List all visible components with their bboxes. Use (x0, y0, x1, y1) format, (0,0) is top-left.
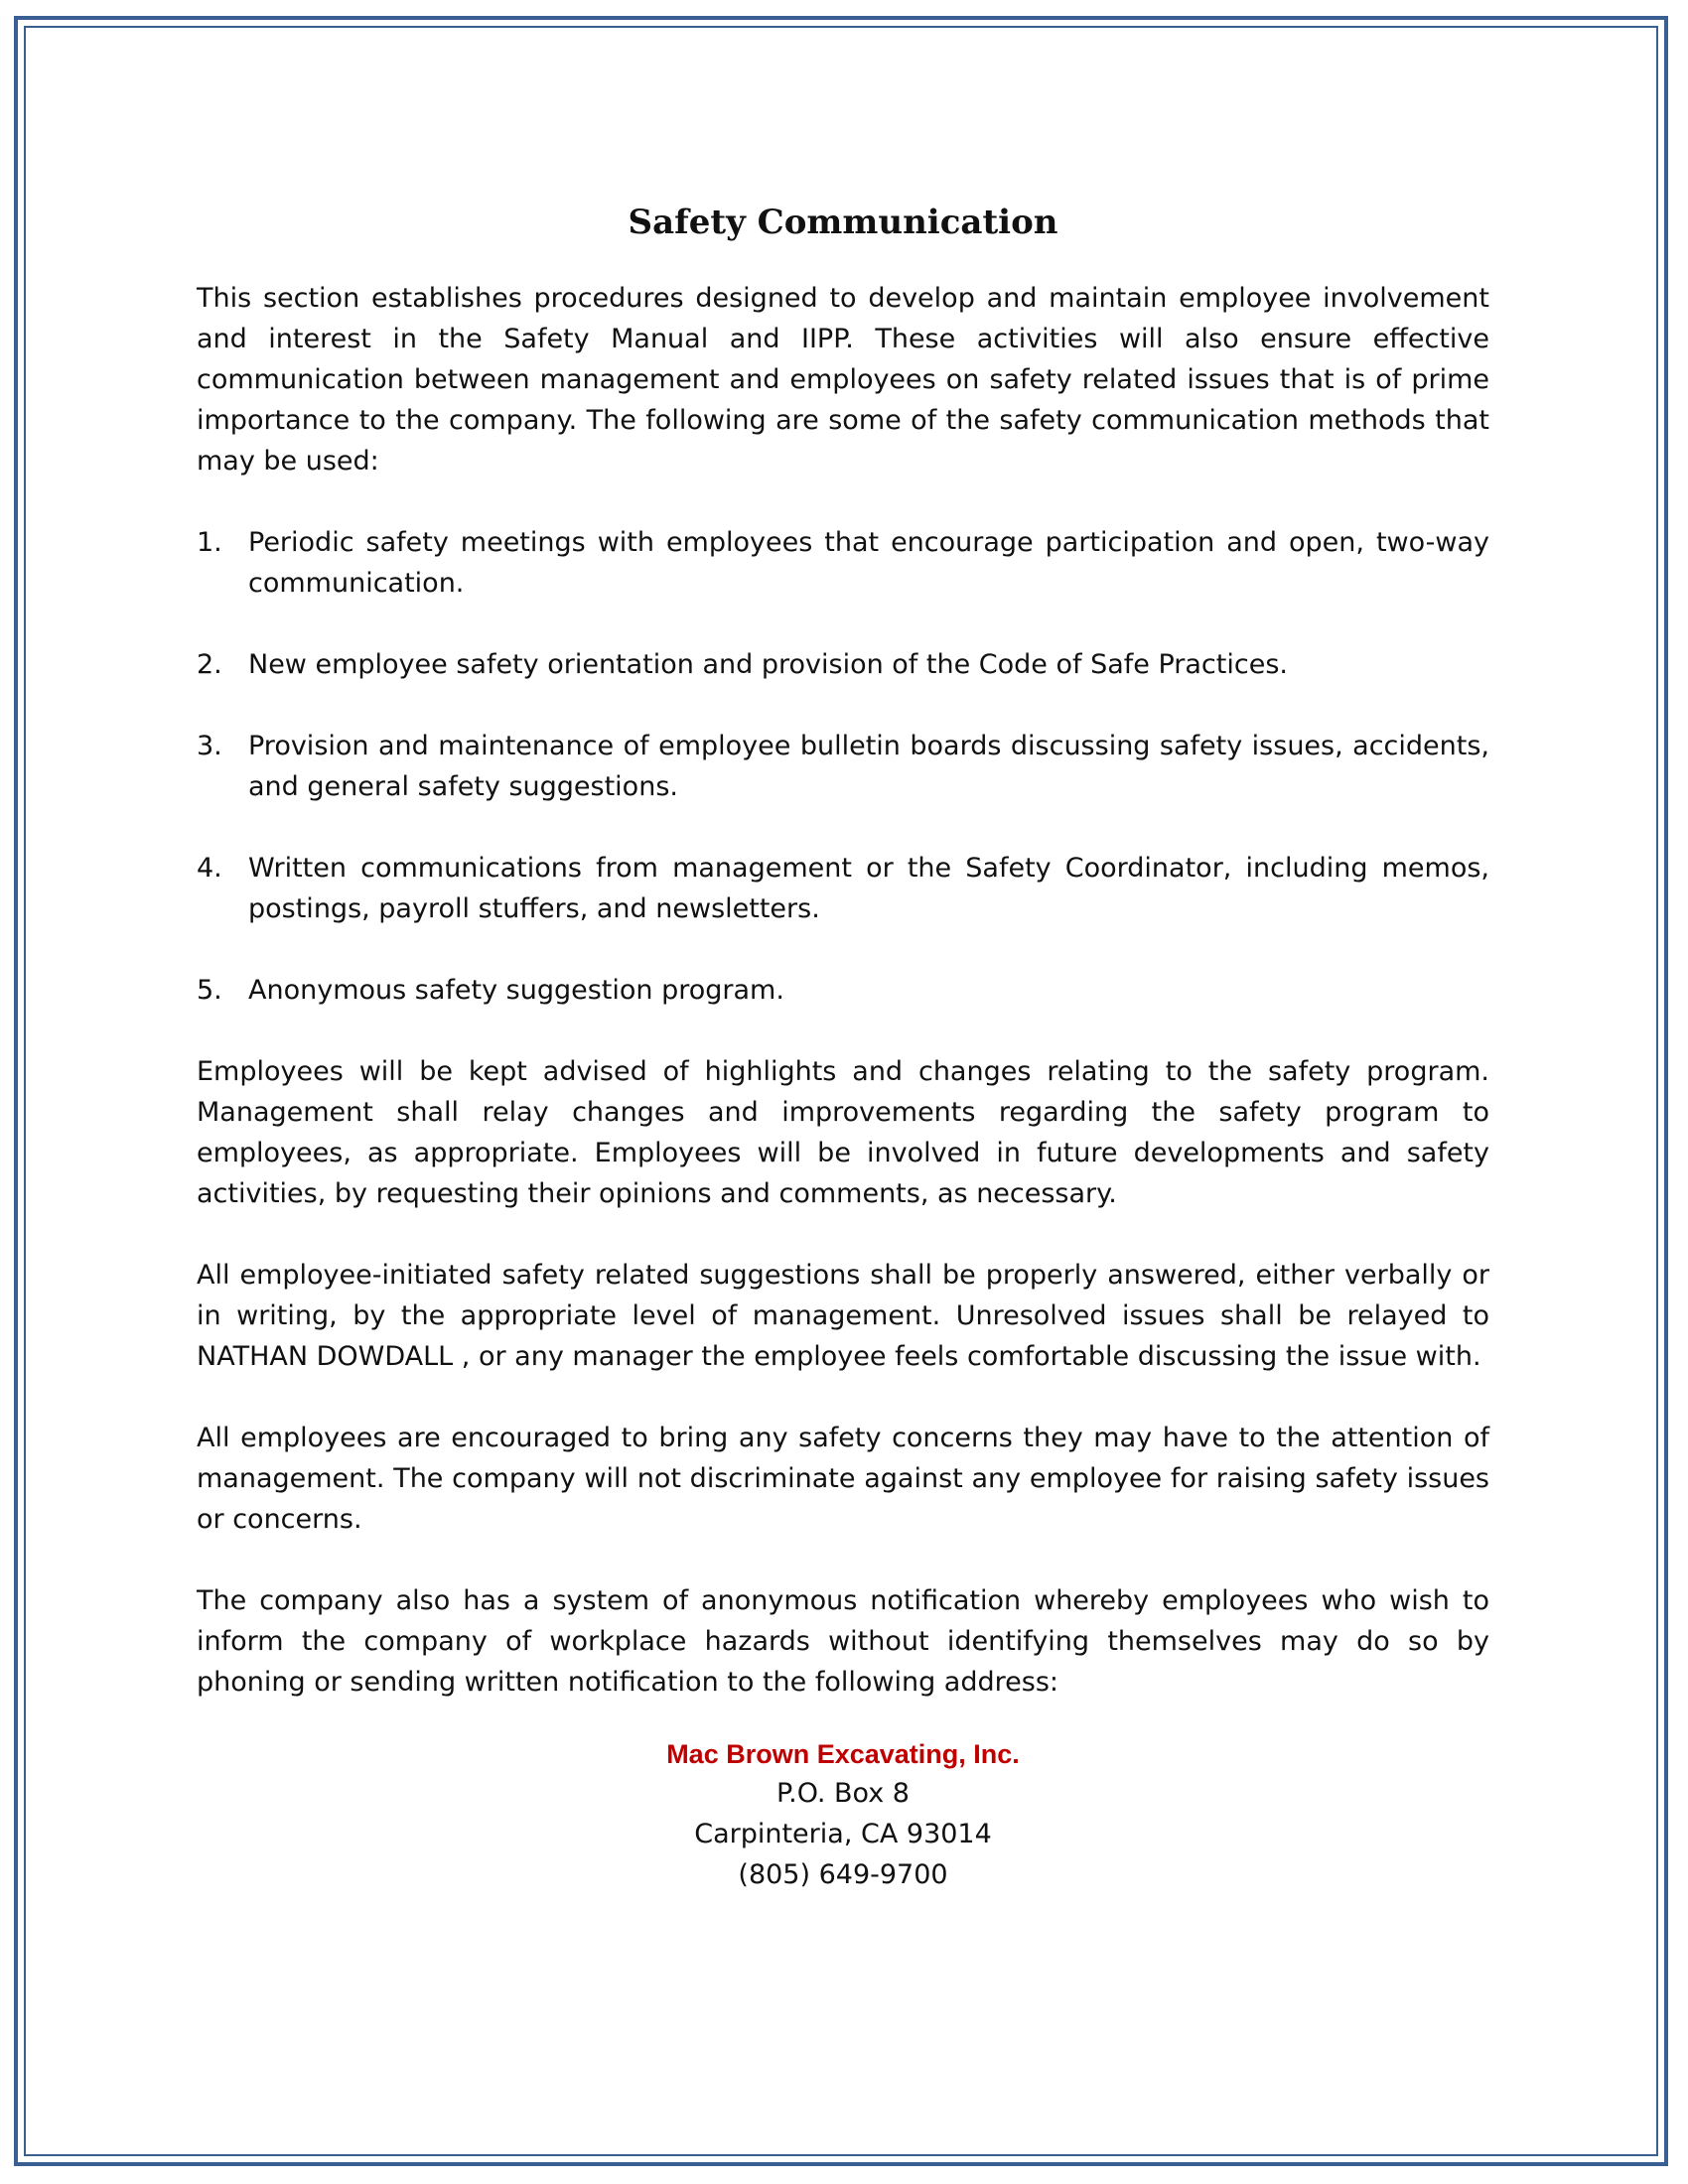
list-item-text: Periodic safety meetings with employees that encourage participation and open, two-way communication. (248, 527, 1489, 599)
list-number: 4. (197, 853, 222, 884)
concerns-paragraph: All employees are encouraged to bring any safety concerns they may have to the attention of management. The company will not discriminate against any employee for raising safety issues or concerns. (197, 1423, 1489, 1535)
list-item (197, 848, 1489, 929)
company-address (197, 1735, 1489, 1895)
list-item (197, 522, 1489, 604)
list-item (197, 970, 1489, 1011)
po-box: P.O. Box 8 (776, 1778, 910, 1809)
phone-number: (805) 649-9700 (738, 1859, 948, 1890)
list-item-text: New employee safety orientation and provision of the Code of Safe Practices. (248, 649, 1288, 680)
suggestions-paragraph: All employee-initiated safety related suggestions shall be properly answered, either verbally or in writing, by the appropriate level of management. Unresolved issues shall be relayed to NATHAN DOWDALL , or any manager the employee feels comfortable discussing the issue with. (197, 1260, 1489, 1372)
anonymous-notification-paragraph: The company also has a system of anonymous notification whereby employees who wish to inform the company of workplace hazards without identifying themselves may do so by phoning or sending written notification to the following address: (197, 1585, 1489, 1698)
communication-methods-list (197, 522, 1489, 1011)
list-item (197, 726, 1489, 807)
list-number: 2. (197, 649, 222, 680)
intro-paragraph: This section establishes procedures designed to develop and maintain employee involvement and interest in the Safety Manual and IIPP. These activities will also ensure effective communication between management and employees on safety related issues that is of prime importance to the company. The following are some of the safety communication methods that may be used: (197, 283, 1489, 477)
company-name: Mac Brown Excavating, Inc. (666, 1739, 1020, 1769)
list-item-text: Anonymous safety suggestion program. (248, 975, 784, 1006)
page-title: Safety Communication (628, 203, 1058, 242)
document-content (197, 195, 1489, 1895)
list-number: 5. (197, 975, 222, 1006)
employees-advised-paragraph: Employees will be kept advised of highlights and changes relating to the safety program. Management shall relay changes and improvements regarding the safety program to employees, as appropriate. Employees will be involved in future developments and safety activities, by requesting their opinions and comments, as necessary. (197, 1056, 1489, 1209)
list-number: 3. (197, 731, 222, 761)
list-item-text: Written communications from management or the Safety Coordinator, including memos, postings, payroll stuffers, and newsletters. (248, 853, 1489, 924)
list-item-text: Provision and maintenance of employee bulletin boards discussing safety issues, accidents, and general safety suggestions. (248, 731, 1489, 802)
list-item (197, 644, 1489, 685)
city-state-zip: Carpinteria, CA 93014 (694, 1819, 992, 1849)
list-number: 1. (197, 527, 222, 558)
